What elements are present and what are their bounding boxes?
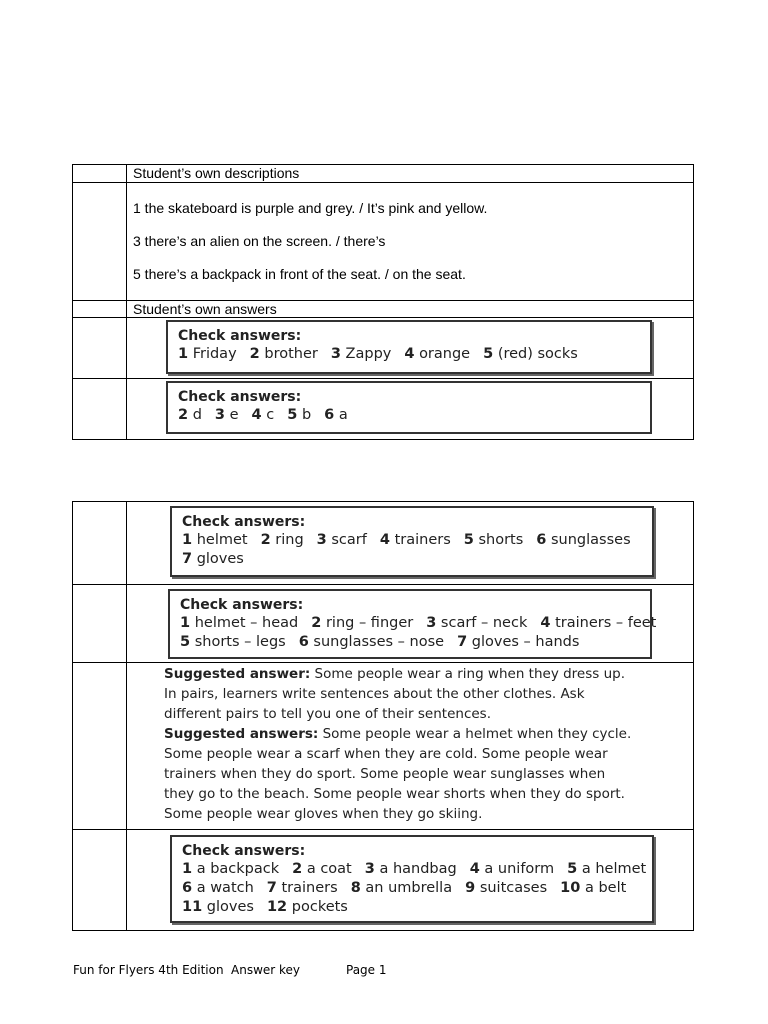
answer-text: scarf (331, 532, 367, 548)
answer-number: 9 (465, 880, 476, 896)
answer-text: a helmet (581, 861, 647, 877)
answer-item (287, 407, 311, 423)
answer-number: 6 (536, 532, 547, 548)
answer-line: 3 there’s an alien on the screen. / there’s (133, 233, 386, 249)
footer-page-number: Page 1 (346, 963, 387, 977)
table-row (73, 300, 693, 317)
answer-item (292, 861, 352, 877)
answer-item (540, 615, 656, 631)
answer-number: 7 (266, 880, 277, 896)
answer-item (180, 615, 298, 631)
answer-item (457, 634, 579, 650)
suggested-label: Suggested answer: (164, 666, 311, 682)
answer-item (182, 532, 248, 548)
check-answers-box (170, 506, 654, 577)
answer-item (178, 346, 237, 362)
answer-item (250, 346, 318, 362)
answer-number: 3 (316, 532, 327, 548)
answer-number: 6 (298, 634, 309, 650)
box-heading: Check answers: (182, 843, 306, 859)
answer-number: 5 (463, 532, 474, 548)
answer-number: 3 (214, 407, 226, 423)
answer-text: a belt (584, 880, 627, 896)
answer-number: 1 (182, 861, 193, 877)
answer-item (182, 899, 254, 915)
box-heading: Check answers: (178, 328, 302, 344)
answer-item (365, 861, 457, 877)
answer-text: orange (419, 346, 471, 362)
answer-text: brother (264, 346, 318, 362)
answer-number: 7 (182, 551, 193, 567)
answer-text: d (192, 407, 202, 423)
answer-line: 5 there’s a backpack in front of the seat. / on the seat. (133, 266, 466, 282)
answer-number: 4 (379, 532, 390, 548)
answer-text: trainers – feet (555, 615, 657, 631)
answer-number: 5 (287, 407, 298, 423)
answer-item (465, 880, 547, 896)
row-text: Student’s own answers (133, 301, 277, 317)
check-answers-box (168, 589, 657, 659)
check-answers-box (166, 381, 652, 434)
answer-number: 3 (364, 861, 375, 877)
answer-number: 2 (249, 346, 260, 362)
answer-text: a (338, 407, 348, 423)
answer-number: 1 (178, 346, 189, 362)
answer-list (182, 550, 644, 569)
answer-number: 5 (483, 346, 494, 362)
answer-number: 2 (311, 615, 322, 631)
answer-text: e (229, 407, 239, 423)
answer-text: helmet – head (194, 615, 299, 631)
answer-number: 3 (426, 615, 437, 631)
answer-number: 12 (266, 899, 288, 915)
answer-number: 8 (350, 880, 361, 896)
answer-text: sunglasses (550, 532, 631, 548)
answer-number: 6 (324, 407, 335, 423)
answer-number: 4 (404, 346, 415, 362)
answer-list (180, 614, 657, 633)
answer-item (182, 551, 244, 567)
answer-list (182, 860, 647, 879)
answer-item (351, 880, 452, 896)
answer-list (182, 879, 644, 898)
answer-text: shorts – legs (194, 634, 286, 650)
answer-list (178, 406, 642, 425)
answer-item (317, 532, 367, 548)
answer-item (464, 532, 524, 548)
answer-text: gloves (206, 899, 254, 915)
answer-item (426, 615, 527, 631)
answer-text: a uniform (484, 861, 555, 877)
answer-item (267, 880, 338, 896)
answer-item (215, 407, 239, 423)
box-heading: Check answers: (180, 597, 304, 613)
answer-item (536, 532, 630, 548)
answer-list (180, 633, 642, 652)
answer-text: gloves (196, 551, 244, 567)
suggested-label: Suggested answers: (164, 726, 319, 742)
answer-number: 1 (182, 532, 193, 548)
answer-number: 3 (330, 346, 341, 362)
answer-number: 1 (180, 615, 191, 631)
answer-number: 5 (180, 634, 191, 650)
answer-number: 2 (260, 532, 271, 548)
answer-item (560, 880, 626, 896)
answer-number: 5 (567, 861, 578, 877)
answer-item (182, 861, 279, 877)
answer-item (380, 532, 451, 548)
answer-text: a backpack (196, 861, 280, 877)
answer-text: shorts (478, 532, 524, 548)
table-row (73, 182, 693, 300)
footer-doc-title: Answer key (231, 963, 301, 977)
table-row (73, 165, 693, 182)
answer-text: Friday (192, 346, 237, 362)
answer-text: an umbrella (365, 880, 453, 896)
answer-text: helmet (196, 532, 248, 548)
answer-item (267, 899, 348, 915)
answer-text: ring (275, 532, 304, 548)
answer-item (178, 407, 202, 423)
answer-item (470, 861, 554, 877)
answer-text: gloves – hands (471, 634, 580, 650)
answer-item (182, 880, 254, 896)
answer-text: pockets (291, 899, 348, 915)
answer-line: 1 the skateboard is purple and grey. / It’s pink and yellow. (133, 200, 488, 216)
answer-text: a watch (196, 880, 254, 896)
check-answers-box (170, 835, 654, 923)
answer-list (178, 345, 642, 364)
row-text: Student’s own descriptions (133, 165, 300, 181)
answer-text: a handbag (379, 861, 457, 877)
answer-number: 11 (182, 899, 203, 915)
answer-number: 4 (251, 407, 262, 423)
answer-text: (red) socks (497, 346, 578, 362)
answer-item (324, 407, 348, 423)
answer-text: a coat (306, 861, 352, 877)
box-heading: Check answers: (178, 389, 302, 405)
suggested-answers: Suggested answer: Some people wear a ring when they dress up. In pairs, learners write sentences about the other clothes. Ask different pairs to tell you one of their sentences. Suggested answers: Some people wear a helmet when they cycle. Some people wear a scarf when they are cold. Some people wear trainers when they do sport. Some people wear sunglasses when they go to the beach. Some people wear shorts when they do sport. Some people wear gloves when they go skiing. (164, 666, 632, 822)
answer-item (311, 615, 413, 631)
answer-item (261, 532, 304, 548)
answer-list (182, 531, 644, 550)
answer-text: b (301, 407, 312, 423)
answer-item (404, 346, 470, 362)
answer-text: ring – finger (325, 615, 414, 631)
answer-item (299, 634, 444, 650)
answer-item (180, 634, 286, 650)
answer-text: suitcases (479, 880, 548, 896)
answer-text: trainers (281, 880, 338, 896)
answer-item (252, 407, 275, 423)
answer-number: 4 (540, 615, 551, 631)
answer-list (182, 898, 644, 917)
answer-item (331, 346, 392, 362)
answer-number: 2 (292, 861, 303, 877)
answer-text: sunglasses – nose (313, 634, 445, 650)
answer-text: Zappy (345, 346, 392, 362)
box-heading: Check answers: (182, 514, 306, 530)
answer-item (483, 346, 578, 362)
answer-number: 7 (457, 634, 468, 650)
answer-item (567, 861, 646, 877)
check-answers-box (166, 320, 652, 374)
answer-number: 2 (178, 407, 189, 423)
answer-text: scarf – neck (440, 615, 528, 631)
answer-number: 10 (560, 880, 581, 896)
answer-text: trainers (394, 532, 451, 548)
answer-text: c (266, 407, 275, 423)
footer-book-title: Fun for Flyers 4th Edition (73, 963, 224, 977)
answer-number: 6 (182, 880, 193, 896)
answer-number: 4 (469, 861, 480, 877)
